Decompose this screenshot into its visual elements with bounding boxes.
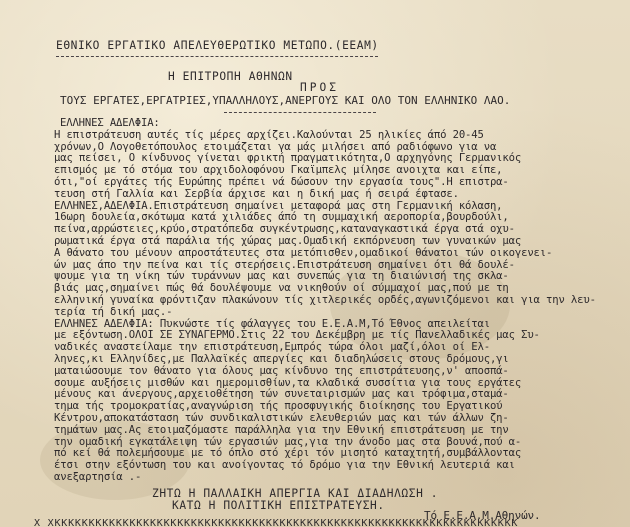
body-line: με εξόντωση.ΟΛΟΙ ΣΕ ΣΥΝΑΓΕΡΜΟ.Στις 22 του Δεκέμβρη με τίς Πανελλαδικές μας Συ- [54,329,540,342]
body-line: μας πείσει, Ο κίνδυνος γίνεται φρικτή πραγματικότητα,Ο αρχηγόνης Γερμανικός [54,152,522,165]
body-line: ότι,"οί εργάτες τής Ευρώπης πρέπει νά δώσουν την εργασία τους".Η επιστρα- [54,176,509,188]
body-line: Κέντρου,αποκατάσταση τών συνδικαλιστικών ελευθεριών μας και τών άλλων ζη- [54,412,509,424]
body-line: τημάτων μας.Ας ετοιμαζόμαστε παράλληλα για την Εθνική επιστράτευση με την [54,423,509,436]
body-line: ών μας άπο την πείνα και τίς στερήσεις.Επιστράτευση σημαίνει ότι θά δουλέ- [54,258,515,271]
header-separator [224,112,376,113]
body-line: έτσι στην εξόντωση του και ανοίγοντας τό δρόμο για την Εθνική λευτεριά και [54,459,515,472]
header-underline [56,56,378,57]
body-line: ψουμε για τη νίκη τών τυράννων μας και συνεπώς για τη διαιώνισή της σκλα- [54,270,509,283]
addressees-line: ΤΟΥΣ ΕΡΓΑΤΕΣ,ΕΡΓΑΤΡΙΕΣ,ΥΠΑΛΛΗΛΟΥΣ,ΑΝΕΡΓΟΥΣ ΚΑΙ ΟΛΟ ΤΟΝ ΕΛΛΗΝΙΚΟ ΛΑΟ. [60,94,511,107]
body-line: ανεξαρτησία .- [54,471,142,483]
body-line: πό κεί θά πολεμήσουμε με τό όπλο στό χέρι τόν μισητό καταχτητή,συμβάλλοντας [54,447,522,460]
slogan-mobilization: ΚΑΤΩ Η ΠΟΛΙΤΙΚΗ ΕΠΙΣΤΡΑΤΕΥΣΗ. [172,499,385,512]
slogan-strike: ΖΗΤΩ Η ΠΑΛΛΑΙΚΗ ΑΠΕΡΓΙΑ ΚΑΙ ΔΙΑΔΗΛΩΣΗ . [152,487,439,500]
body-line: ναδικές αναστείλαμε την επιστράτευση,Εμπρός τώρα όλοι μαζί,όλοι οί Ελ- [54,341,490,354]
body-line: πείνα,αρρώστειες,κρύο,στρατόπεδα συγκέντρωσης,καταναγκαστικά έργα στά οχυ- [54,223,515,236]
body-line: 16ωρη δουλεία,σκότωμα κατά χιλιάδες άπό τη συμμαχική αεροπορία,βουρδούλι, [54,211,509,224]
body-line: ΕΛΛΗΝΕΣ,ΑΔΕΛΦΙΑ.Επιστράτευση σημαίνει μεταφορά μας στη Γερμανική κόλαση, [54,199,503,212]
body-line: σουμε αυξήσεις μισθών και ημερομισθίων,τα κλαδικά συσσίτια για τους εργάτες [54,376,522,389]
body-line: την ομαδική εγκατάλειψη τών εργασιών μας,για την άνοδο μας στα βουνά,πού α- [54,435,522,448]
footer-border: Χ ΧΚΚΚΚΚΚΚΚΚΚΚΚΚΚΚΚΚΚΚΚΚΚΚΚΚΚΚΚΚΚΚΚΚΚΚΚΚΚΚΚΚΚΚΚΚΚΚΚΚΚΚΚΚΚΚΚΚΚΚΚΚΚΚΚΚΚΚΚ [34,518,519,527]
committee-line: Η ΕΠΙΤΡΟΠΗ ΑΘΗΝΩΝ [168,70,293,83]
organization-header: ΕΘΝΙΚΟ ΕΡΓΑΤΙΚΟ ΑΠΕΛΕΥΘΕΡΩΤΙΚΟ ΜΕΤΩΠΟ.(ΕΕΑΜ) [56,39,379,52]
body-line: ματαιώσουμε τον θάνατο για όλους μας κίνδυνο της επιστράτευσης,ν' αποσπά- [54,364,509,377]
body-line: τευση στή Γαλλία και Σερβία άρχισε και η δική μας ή σειρά έφτασε. [54,187,459,200]
body-line: επισμός με τό στόμα του αρχιδολοφόνου Γκαϊμπελς μίλησε ανοιχτα και είπε, [54,164,503,177]
body-line: μένους και άνεργους,αρχειοθέτηση τών συνεταιρισμών μας και τρόφιμα,σταμά- [54,388,509,401]
body-line: χρόνων,Ο Λογοθετόπουλος ετοιμάζεται γα μάς μιλήσει από ραδιόφωνο για να [54,140,497,153]
body-line: Η επιστράτευση αυτές τίς μέρες αρχίζει.Καλούνται 25 ηλικίες άπό 20-45 [54,128,484,141]
body-line: τερία τή δική μας.- [54,305,173,318]
body-line: ληνες,κι Ελληνίδες,με Παλλαϊκές απεργίες και διαδηλώσεις στους δρόμους,γι [54,353,509,365]
signature: Τό Ε.Ε.Α.Μ.Αθηνών. [424,509,541,522]
body-line: τημα τής τρομοκρατίας,αναγνώριση τής προσφυγικής διοίκησης του Εργατικού [54,400,503,413]
body-line: ΕΛΛΗΝΕΣ ΑΔΕΛΦΙΑ: Πυκνώστε τίς φάλαγγες του Ε.Ε.Α.Μ,Τό Έθνος απειλείται [54,317,490,330]
body-line: ΕΛΛΗΝΕΣ ΑΔΕΛΦΙΑ: [60,117,160,129]
body-line: ελληνική γυναίκα φρόντιζαν πλακώνουν τίς χιτλερικές ορδές,αγωνιζόμενοι και για την λευ- [54,294,596,306]
pros-line: ΠΡΟΣ [300,81,339,94]
body-line: βιάς μας,σημαίνει πώς θά δουλέψουμε να νικηθούν οί σύμμαχοί μας,πού με τη [54,282,509,295]
body-line: Α θάνατο του μένουν απροστάτευτες στα μετόπισθεν,ομαδικοί θάνατοι τών οικογενει- [54,246,553,259]
body-line: ρωματικά έργα στά παράλια τής χώρας μας.Ομαδική εκπόρνευση των γυναικών μας [54,235,522,247]
